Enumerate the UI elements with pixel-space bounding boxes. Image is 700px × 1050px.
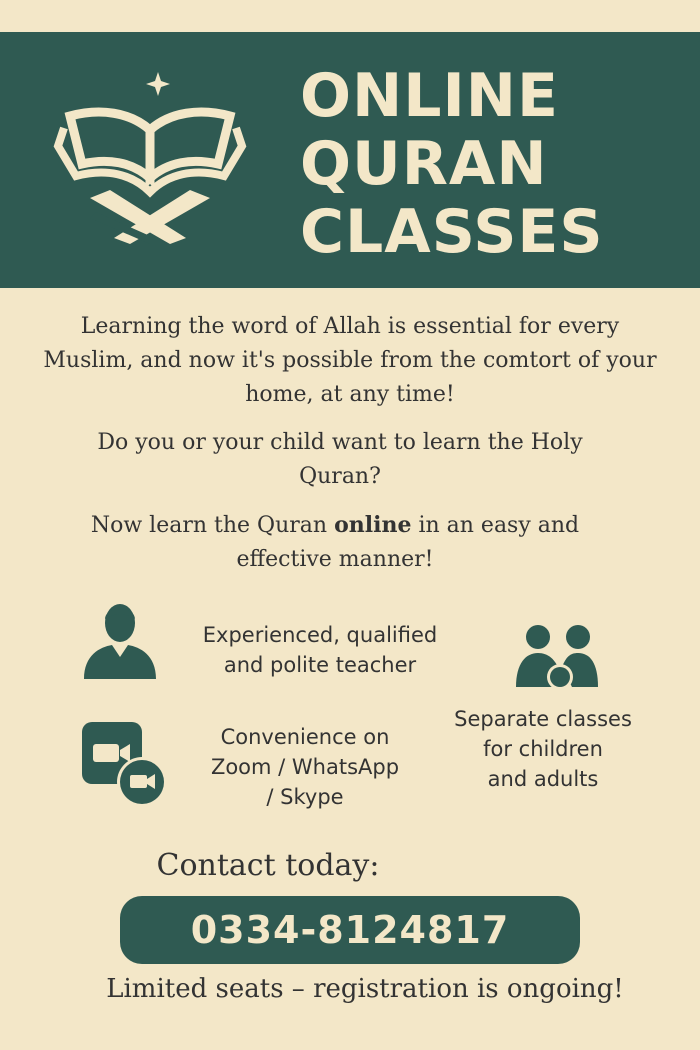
video-feature-line-3: / Skype <box>266 785 344 809</box>
phone-number[interactable]: 0334-8124817 <box>190 908 510 952</box>
teacher-feature-text <box>180 620 460 680</box>
classes-feature-text <box>430 704 656 794</box>
title-line-2: QURAN <box>300 129 548 199</box>
open-quran-on-stand-icon <box>50 68 250 248</box>
online-emphasis: online <box>334 512 412 538</box>
page-title <box>300 62 680 266</box>
registration-note: Limited seats – registration is ongoing! <box>106 974 624 1004</box>
video-feature-line-2: Zoom / WhatsApp <box>210 755 400 779</box>
video-feature-text <box>180 722 430 812</box>
teacher-feature-line-1: Experienced, qualified <box>202 623 438 647</box>
group-people-icon <box>512 620 602 692</box>
title-banner <box>0 32 700 288</box>
classes-feature-line-2: for children <box>483 737 603 761</box>
video-call-icon <box>80 720 170 810</box>
video-feature-line-1: Convenience on <box>220 725 390 749</box>
teacher-person-icon <box>80 598 160 680</box>
phone-number-button[interactable] <box>120 896 580 964</box>
online-paragraph-start: Now learn the Quran <box>90 513 335 538</box>
classes-feature-line-3: and adults <box>487 767 599 791</box>
teacher-feature-line-2: and polite teacher <box>223 653 417 677</box>
question-paragraph: Do you or your child want to learn the Holy Quran? <box>97 430 583 489</box>
online-paragraph <box>50 508 620 577</box>
title-line-1: ONLINE <box>300 61 559 131</box>
title-line-3: CLASSES <box>300 197 604 267</box>
intro-paragraph: Learning the word of Allah is essential for every Muslim, and now it's possible from the comtort of your home, at any time! <box>43 314 657 407</box>
contact-label: Contact today: <box>156 848 380 883</box>
online-paragraph-end: in an easy and effective manner! <box>236 513 580 572</box>
classes-feature-line-1: Separate classes <box>454 707 632 731</box>
